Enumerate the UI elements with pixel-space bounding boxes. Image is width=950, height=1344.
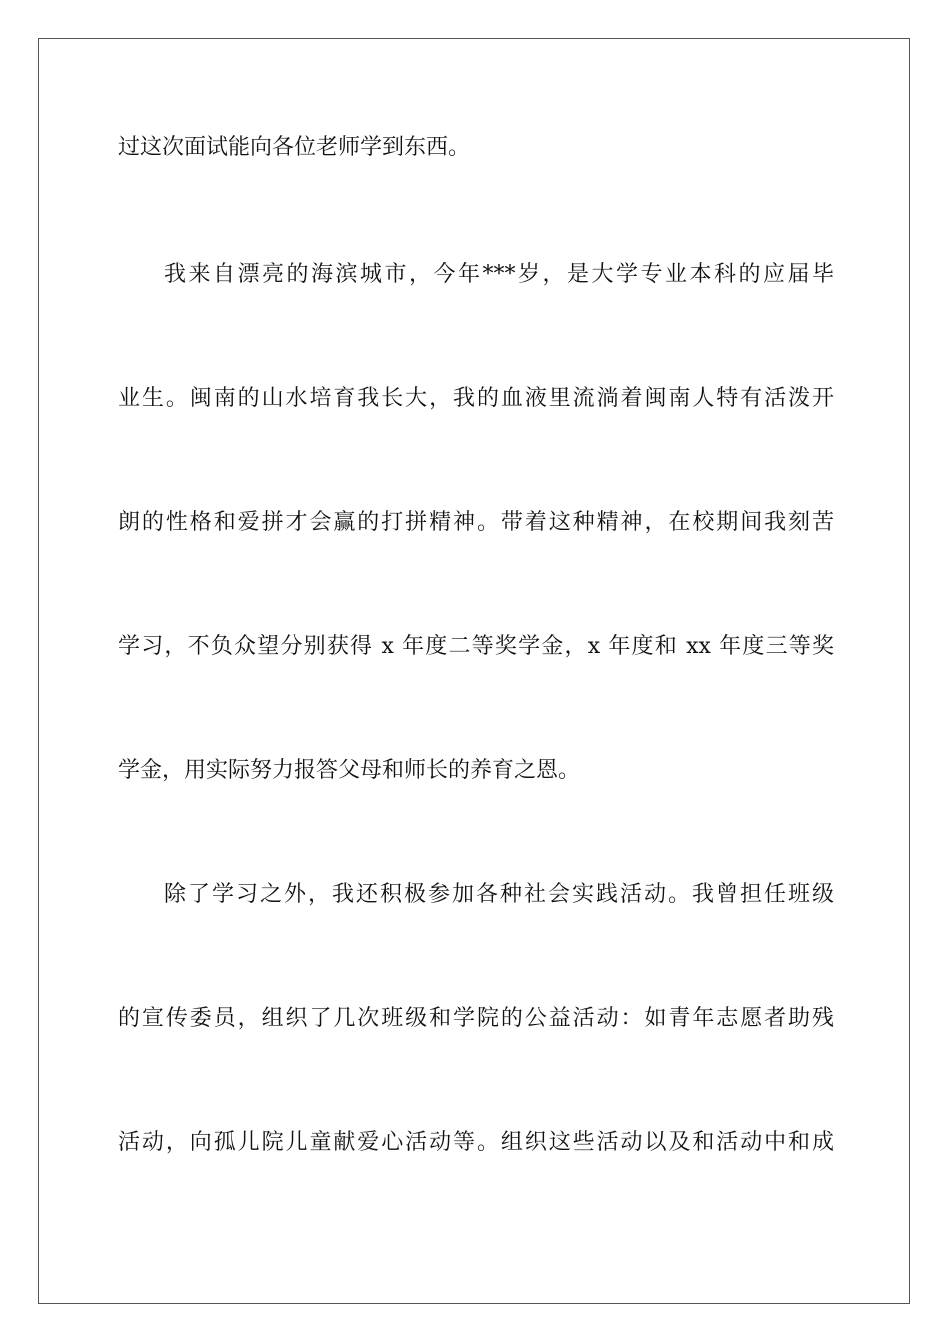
text-line-7: 除了学习之外，我还积极参加各种社会实践活动。我曾担任班级 bbox=[164, 882, 834, 907]
text-line-2: 我来自漂亮的海滨城市，今年***岁，是大学专业本科的应届毕 bbox=[164, 262, 834, 287]
page-border bbox=[38, 38, 910, 1304]
text-line-4: 朗的性格和爱拼才会赢的打拼精神。带着这种精神，在校期间我刻苦 bbox=[118, 510, 834, 535]
text-line-5: 学习，不负众望分别获得 x 年度二等奖学金，x 年度和 xx 年度三等奖 bbox=[118, 634, 834, 659]
text-line-1: 过这次面试能向各位老师学到东西。 bbox=[118, 135, 471, 160]
text-line-3: 业生。闽南的山水培育我长大，我的血液里流淌着闽南人特有活泼开 bbox=[118, 386, 834, 411]
text-line-6: 学金，用实际努力报答父母和师长的养育之恩。 bbox=[118, 758, 581, 783]
text-line-9: 活动，向孤儿院儿童献爱心活动等。组织这些活动以及和活动中和成 bbox=[118, 1130, 834, 1155]
text-line-8: 的宣传委员，组织了几次班级和学院的公益活动：如青年志愿者助残 bbox=[118, 1006, 834, 1031]
